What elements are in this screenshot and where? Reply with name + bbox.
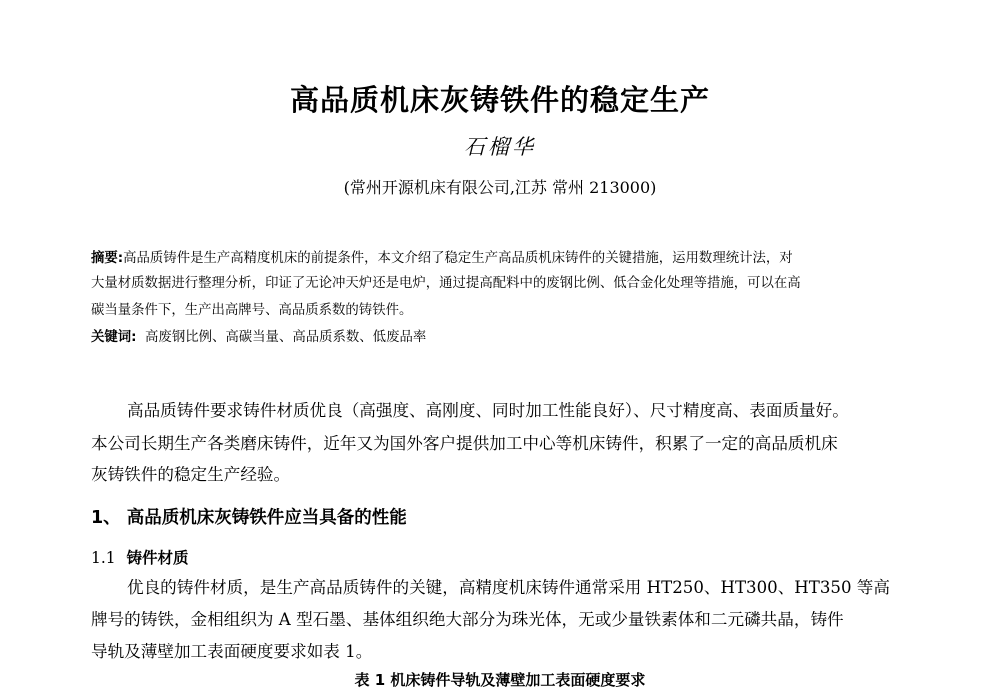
table-caption: 表 1 机床铸件导轨及薄壁加工表面硬度要求 <box>354 671 646 689</box>
intro-line: 高品质铸件要求铸件材质优良（高强度、高刚度、同时加工性能良好）、尺寸精度高、表面质量好。 <box>127 401 849 420</box>
intro-line: 灰铸铁件的稳定生产经验。 <box>91 465 291 484</box>
body-line: 牌号的铸铁，金相组织为 A 型石墨、基体组织绝大部分为珠光体，无或少量铁素体和二元磷共晶，铸件 <box>91 610 844 629</box>
author-name: 石榴华 <box>464 135 536 159</box>
intro-line: 本公司长期生产各类磨床铸件，近年又为国外客户提供加工中心等机床铸件，积累了一定的高品质机床 <box>91 434 838 453</box>
abstract-line: 大量材质数据进行整理分析，印证了无论冲天炉还是电炉，通过提高配料中的废钢比例、低合金化处理等措施，可以在高 <box>91 276 801 291</box>
body-line: 优良的铸件材质，是生产高品质铸件的关键，高精度机床铸件通常采用 HT250、HT300、HT350 等高 <box>127 578 890 597</box>
affiliation: (常州开源机床有限公司,江苏 常州 213000) <box>343 178 657 197</box>
section-title: 铸件材质 <box>126 549 189 567</box>
section-number: 1.1 <box>91 549 116 567</box>
section-heading-1-1 <box>91 546 188 568</box>
keywords-text: 高废钢比例、高碳当量、高品质系数、低废品率 <box>145 330 427 345</box>
abstract-label: 摘要: <box>91 251 124 266</box>
keywords-label: 关键词: <box>91 330 137 345</box>
section-heading-1: 1、 高品质机床灰铸铁件应当具备的性能 <box>91 508 407 528</box>
body-line: 导轨及薄壁加工表面硬度要求如表 1。 <box>91 642 373 661</box>
abstract-line: 碳当量条件下，生产出高牌号、高品质系数的铸铁件。 <box>91 303 413 318</box>
abstract-line <box>91 247 793 266</box>
abstract-text: 高品质铸件是生产高精度机床的前提条件，本文介绍了稳定生产高品质机床铸件的关键措施，运用数理统计法，对 <box>123 251 793 266</box>
keywords-line <box>91 326 426 345</box>
paper-title: 高品质机床灰铸铁件的稳定生产 <box>289 83 710 117</box>
